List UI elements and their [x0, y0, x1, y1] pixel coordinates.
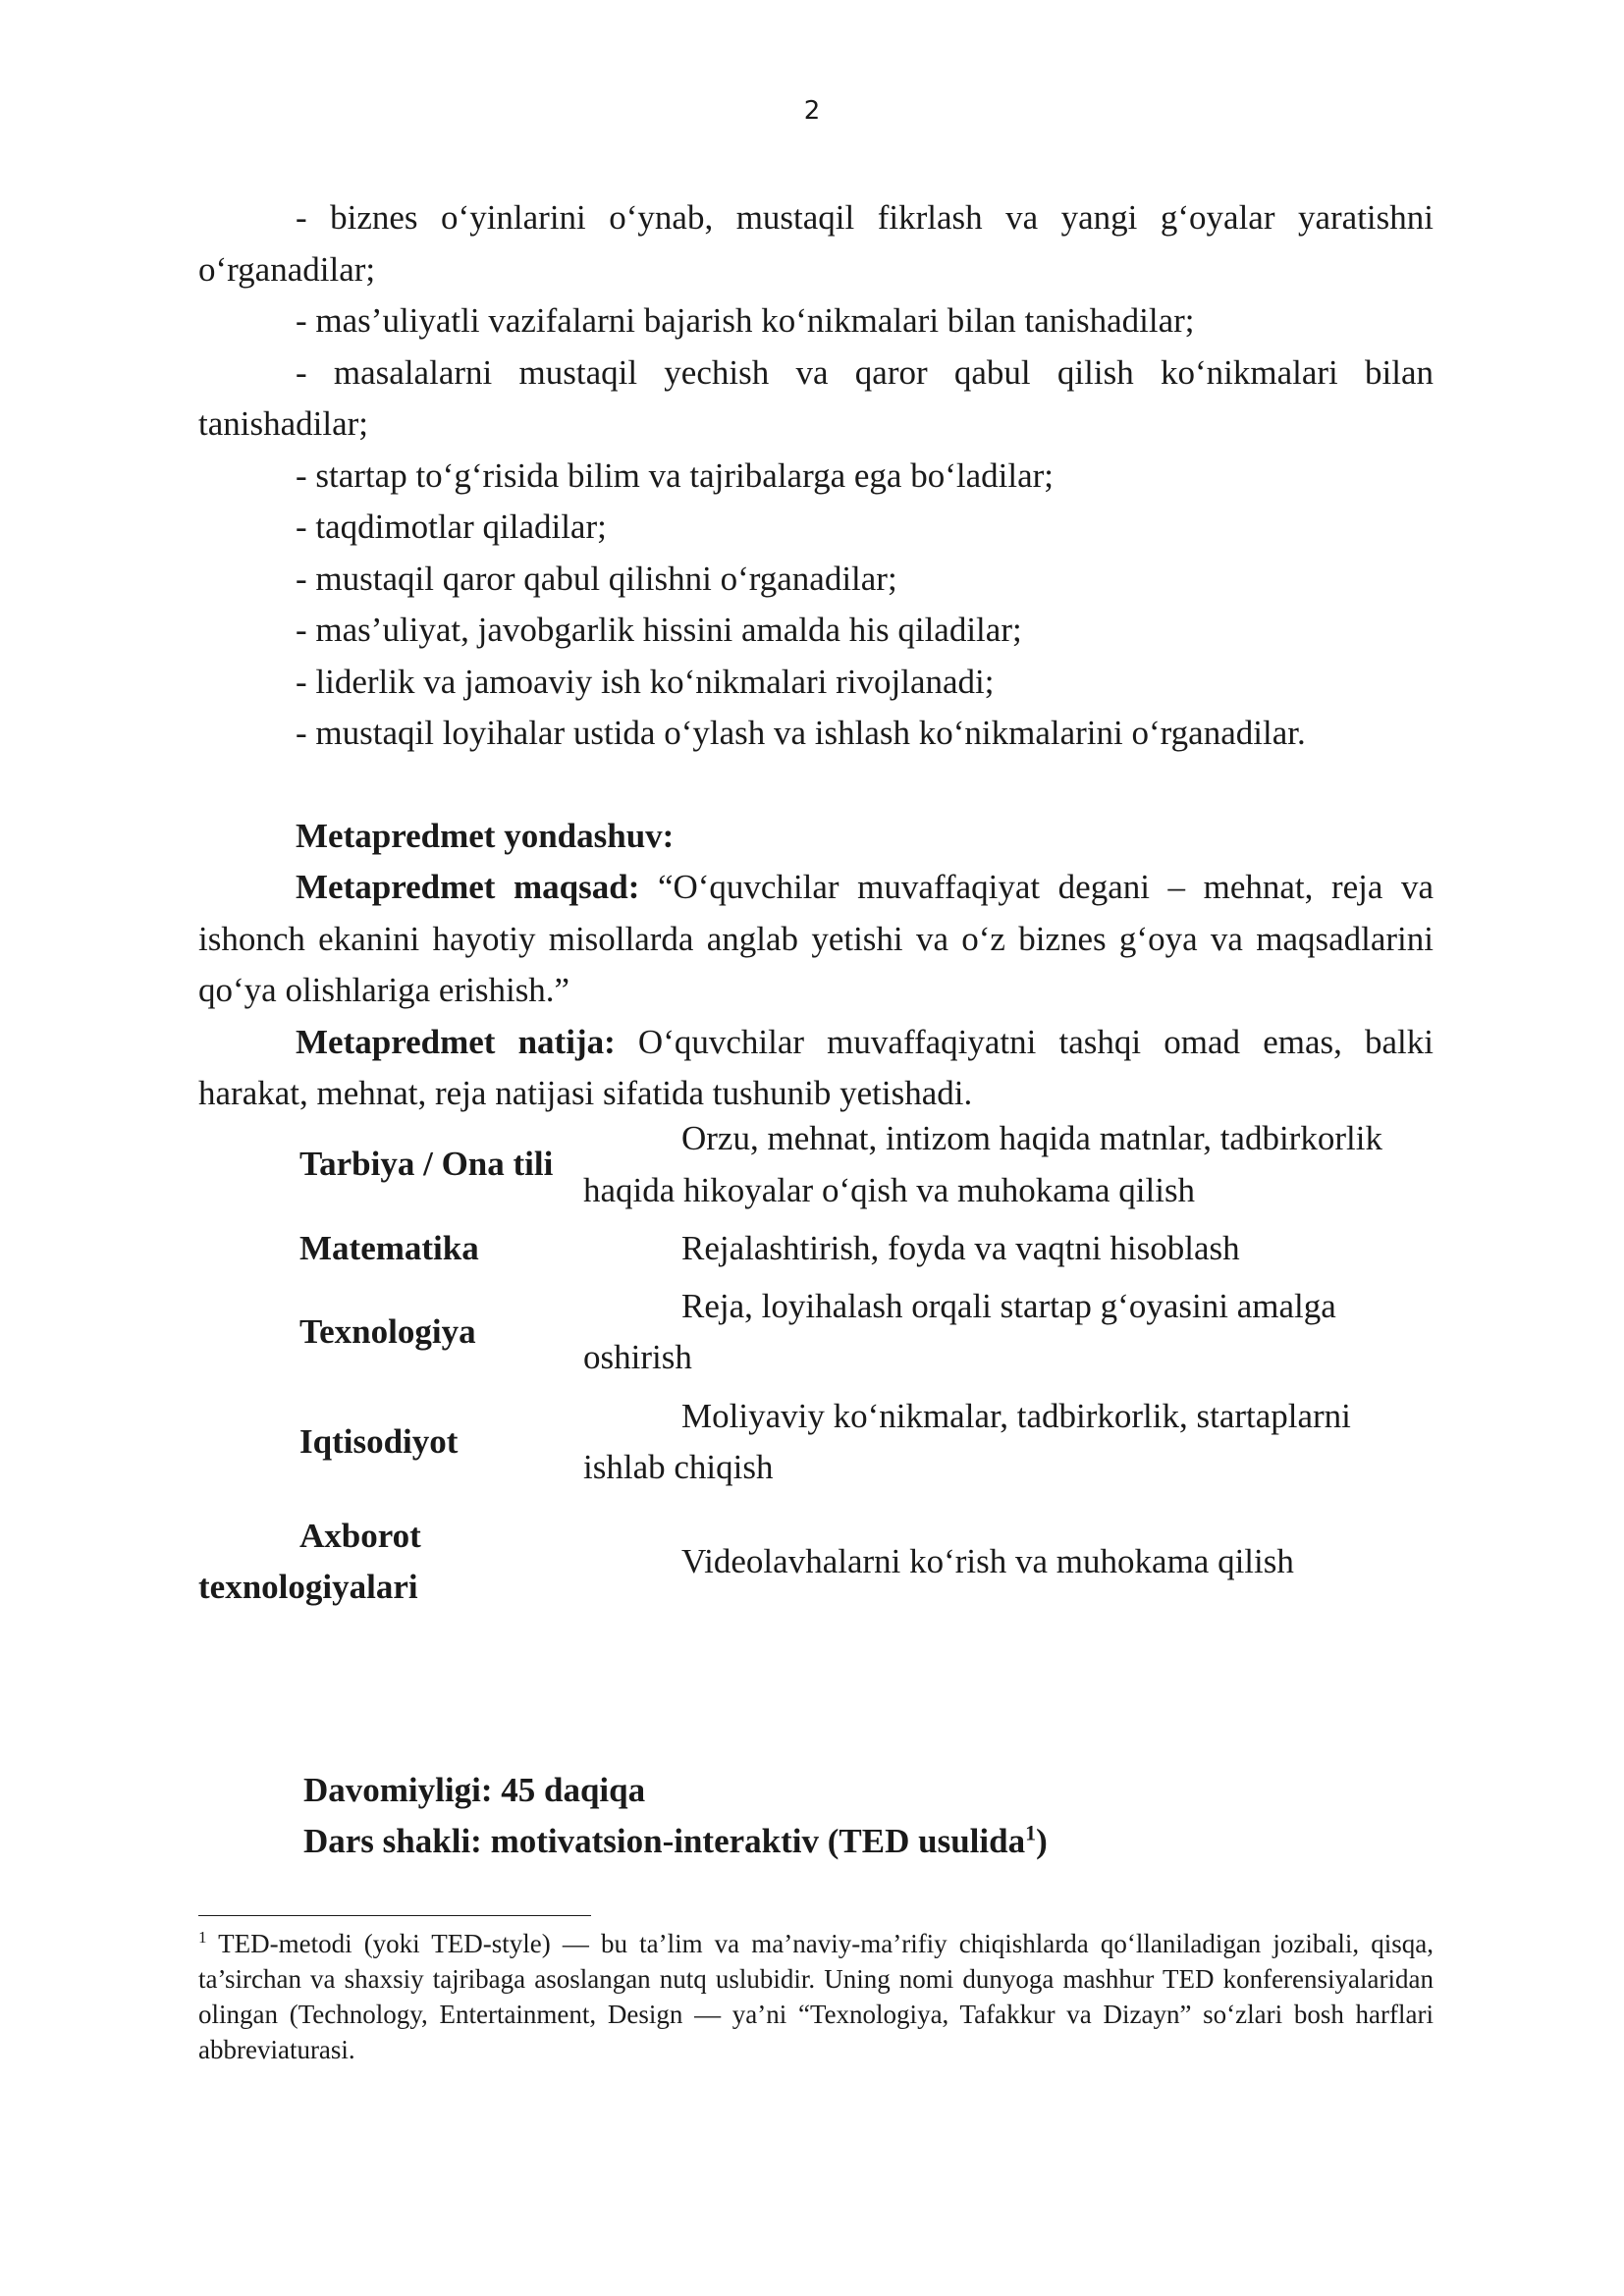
main-text [198, 192, 1434, 1120]
footnote-text: TED-metodi (yoki TED-style) — bu ta’lim va ma’naviy-ma’rifiy chiqishlarda qo‘llaniladigan jozibali, qisqa, ta’sirchan va shaxsiy tajribaga asoslangan nutq uslubidir. Uning nomi dunyoga mashhur TED konferensiyalaridan olingan (Technology, Entertainment, Design — ya’ni “Texnologiya, Tafakkur va Dizayn” so‘zlari bosh harflari abbreviaturasi. [198, 1929, 1434, 2064]
result-text: O‘quvchilar muvaffaqiyatni tashqi omad emas, balki harakat, mehnat, reja natijasi sifatida tushunib yetishadi. [198, 1022, 1435, 1112]
list-item: - taqdimotlar qiladilar; [296, 507, 607, 546]
lesson-form-text: Dars shakli: motivatsion-interaktiv (TED usulida [303, 1822, 1026, 1860]
list-item: - mustaqil qaror qabul qilishni o‘rganadilar; [296, 559, 897, 598]
table-row [198, 1511, 1434, 1614]
subject-description: Videolavhalarni ko‘rish va muhokama qilish [681, 1541, 1294, 1580]
list-item: - masalalarni mustaqil yechish va qaror qabul qilish ko‘nikmalari bilan tanishadilar; [198, 352, 1434, 443]
subject-name: Texnologiya [299, 1311, 476, 1351]
subject-description: Moliyaviy ko‘nikmalar, tadbirkorlik, startaplarni ishlab chiqish [583, 1396, 1351, 1486]
subject-description: Rejalashtirish, foyda va vaqtni hisoblash [681, 1229, 1240, 1267]
subject-name: Tarbiya / Ona tili [299, 1145, 554, 1184]
list-item: - liderlik va jamoaviy ish ko‘nikmalari rivojlanadi; [296, 662, 995, 701]
subject-description: Orzu, mehnat, intizom haqida matnlar, tadbirkorlik haqida hikoyalar o‘qish va muhokama qilish [583, 1119, 1382, 1209]
footnote [198, 1926, 1434, 2067]
subject-name: Matematika [299, 1229, 479, 1267]
list-item: - mustaqil loyihalar ustida o‘ylash va ishlash ko‘nikmalarini o‘rganadilar. [296, 714, 1306, 752]
table-row [198, 1391, 1434, 1494]
goal-text: “O‘quvchilar muvaffaqiyat degani – mehnat, reja va ishonch ekanini hayotiy misollarda anglab yetishi va o‘z biznes g‘oya va maqsadlarini qo‘ya olishlariga erishish.” [198, 868, 1434, 1009]
table-row [198, 1113, 1434, 1216]
goal-label: Metapredmet maqsad: [296, 868, 640, 906]
footnote-marker: 1 [198, 1928, 207, 1947]
result-label: Metapredmet natija: [296, 1022, 616, 1061]
footnote-reference: 1 [1025, 1820, 1037, 1845]
metasubject-result [198, 1017, 1434, 1120]
metasubject-goal [198, 862, 1434, 1017]
subject-name: Axborot texnologiyalari [198, 1516, 421, 1606]
lesson-duration: Davomiyligi: 45 daqiqa [303, 1771, 646, 1809]
list-item: - startap to‘g‘risida bilim va tajribalarga ega bo‘ladilar; [296, 455, 1054, 495]
footnote-divider [198, 1915, 591, 1916]
table-row [198, 1223, 1434, 1275]
metasubject-section [198, 811, 1434, 1120]
outcome-list [198, 192, 1434, 760]
metasubject-heading: Metapredmet yondashuv: [296, 816, 675, 855]
lesson-form [303, 1816, 1048, 1867]
subject-links-table [198, 1113, 1434, 1614]
list-item: - biznes o‘yinlarini o‘ynab, mustaqil fikrlash va yangi g‘oyalar yaratishni o‘rganadilar; [198, 198, 1434, 289]
lesson-form-close: ) [1036, 1822, 1048, 1860]
table-row [198, 1281, 1434, 1384]
list-item: - mas’uliyatli vazifalarni bajarish ko‘nikmalari bilan tanishadilar; [296, 301, 1195, 340]
list-item: - mas’uliyat, javobgarlik hissini amalda his qiladilar; [296, 611, 1022, 649]
subject-description: Reja, loyihalash orqali startap g‘oyasini amalga oshirish [583, 1286, 1336, 1376]
subject-name: Iqtisodiyot [299, 1421, 459, 1461]
page-number: 2 [803, 96, 821, 126]
lesson-info [303, 1765, 1048, 1867]
